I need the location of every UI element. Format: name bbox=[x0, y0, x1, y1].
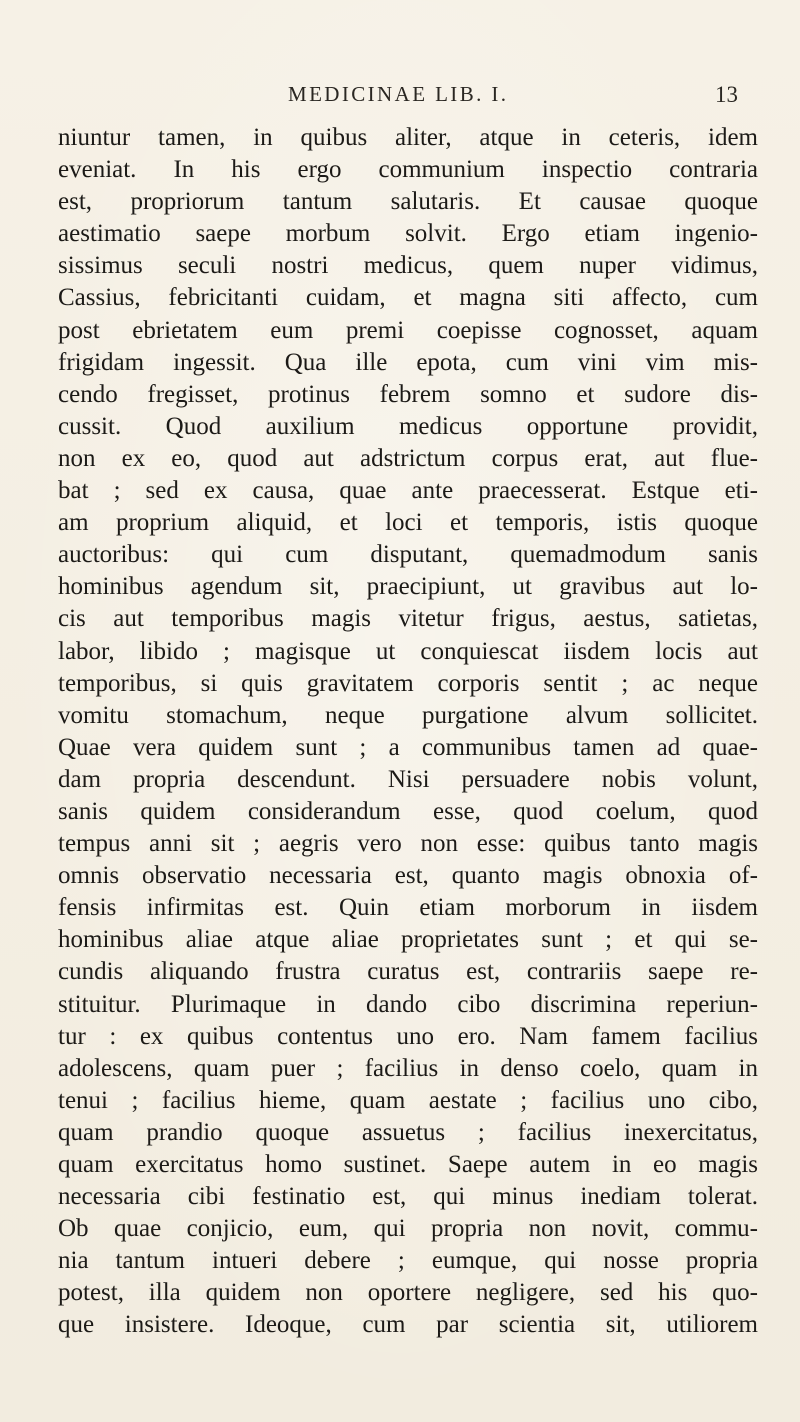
body-text bbox=[58, 122, 758, 1342]
text-line-25: fensis infirmitas est. Quin etiam morborum in iisdem bbox=[58, 894, 758, 922]
text-line-23: tempus anni sit ; aegris vero non esse: quibus tanto magis bbox=[58, 830, 758, 858]
text-line-31: tenui ; facilius hieme, quam aestate ; facilius uno cibo, bbox=[58, 1086, 758, 1114]
text-line-33: quam exercitatus homo sustinet. Saepe autem in eo magis bbox=[58, 1151, 758, 1178]
text-line-15: hominibus agendum sit, praecipiunt, ut gravibus aut lo- bbox=[58, 573, 758, 601]
text-line-6: Cassius, febricitanti cuidam, et magna siti affecto, cum bbox=[58, 284, 758, 312]
text-line-4: aestimatio saepe morbum solvit. Ergo etiam ingenio- bbox=[58, 220, 758, 248]
text-line-3: est, propriorum tantum salutaris. Et causae quoque bbox=[58, 188, 758, 216]
running-head-title: MEDICINAE LIB. I. bbox=[288, 82, 509, 106]
page-number: 13 bbox=[715, 82, 738, 107]
text-line-32: quam prandio quoque assuetus ; facilius inexercitatus, bbox=[58, 1118, 758, 1146]
text-line-30: adolescens, quam puer ; facilius in denso coelo, quam in bbox=[58, 1054, 758, 1082]
text-line-20: Quae vera quidem sunt ; a communibus tamen ad quae- bbox=[58, 733, 758, 761]
text-line-2: eveniat. In his ergo communium inspectio contraria bbox=[58, 156, 758, 184]
text-line-37: potest, illa quidem non oportere negligere, sed his quo- bbox=[58, 1279, 758, 1307]
text-line-28: stituitur. Plurimaque in dando cibo discrimina reperiun- bbox=[58, 990, 758, 1018]
text-line-26: hominibus aliae atque aliae proprietates sunt ; et qui se- bbox=[58, 926, 758, 954]
text-line-27: cundis aliquando frustra curatus est, contrariis saepe re- bbox=[58, 958, 758, 986]
text-line-9: cendo fregisset, protinus febrem somno et sudore dis- bbox=[58, 380, 758, 408]
text-line-14: auctoribus: qui cum disputant, quemadmodum sanis bbox=[58, 541, 758, 569]
running-head bbox=[0, 82, 800, 112]
text-line-7: post ebrietatem eum premi coepisse cognosset, aquam bbox=[58, 316, 758, 344]
text-line-10: cussit. Quod auxilium medicus opportune providit, bbox=[58, 412, 758, 440]
text-line-29: tur : ex quibus contentus uno ero. Nam famem facilius bbox=[58, 1022, 758, 1050]
text-line-35: Ob quae conjicio, eum, qui propria non novit, commu- bbox=[58, 1215, 758, 1243]
text-line-17: labor, libido ; magisque ut conquiescat iisdem locis aut bbox=[58, 637, 758, 665]
text-line-21: dam propria descendunt. Nisi persuadere nobis volunt, bbox=[58, 765, 758, 793]
text-line-22: sanis quidem considerandum esse, quod coelum, quod bbox=[58, 797, 758, 825]
text-line-34: necessaria cibi festinatio est, qui minus inediam tolerat. bbox=[58, 1183, 758, 1211]
text-line-5: sissimus seculi nostri medicus, quem nuper vidimus, bbox=[58, 252, 758, 280]
text-line-24: omnis observatio necessaria est, quanto magis obnoxia of- bbox=[58, 862, 758, 890]
text-line-36: nia tantum intueri debere ; eumque, qui nosse propria bbox=[58, 1247, 758, 1275]
text-line-38: que insistere. Ideoque, cum par scientia sit, utiliorem bbox=[58, 1311, 758, 1339]
text-line-8: frigidam ingessit. Qua ille epota, cum vini vim mis- bbox=[58, 348, 758, 376]
text-line-18: temporibus, si quis gravitatem corporis sentit ; ac neque bbox=[58, 669, 758, 697]
text-line-12: bat ; sed ex causa, quae ante praecesserat. Estque eti- bbox=[58, 477, 758, 505]
text-line-16: cis aut temporibus magis vitetur frigus, aestus, satietas, bbox=[58, 605, 758, 633]
text-line-11: non ex eo, quod aut adstrictum corpus erat, aut flue- bbox=[58, 444, 758, 472]
text-line-1: niuntur tamen, in quibus aliter, atque in ceteris, idem bbox=[58, 124, 758, 151]
text-line-19: vomitu stomachum, neque purgatione alvum sollicitet. bbox=[58, 701, 758, 729]
text-line-13: am proprium aliquid, et loci et temporis, istis quoque bbox=[58, 509, 758, 537]
